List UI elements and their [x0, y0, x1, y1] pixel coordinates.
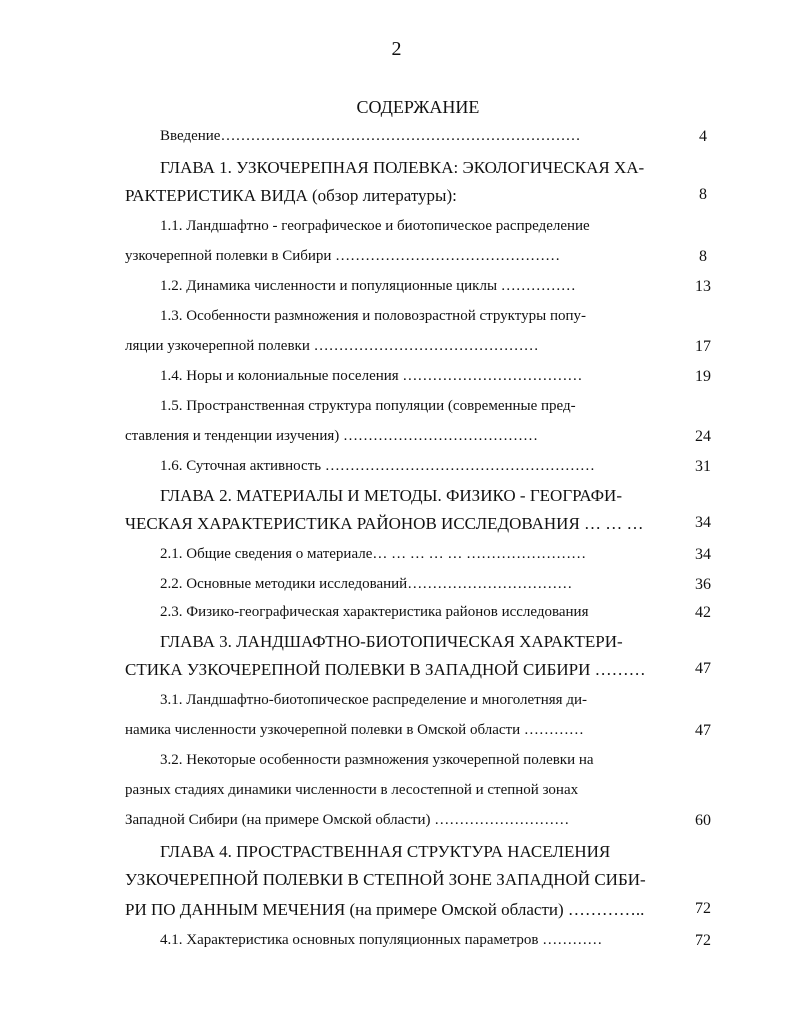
- toc-entry-line: Введение………………………………………………………………: [160, 128, 581, 144]
- toc-page-number: 8: [699, 186, 707, 203]
- toc-entry-line: 2.1. Общие сведения о материале… … … … … ……………………: [160, 546, 587, 562]
- chapter-heading-line: ГЛАВА 4. ПРОСТРАСТВЕННАЯ СТРУКТУРА НАСЕЛЕНИЯ: [160, 842, 611, 861]
- chapter-heading-line: СТИКА УЗКОЧЕРЕПНОЙ ПОЛЕВКИ В ЗАПАДНОЙ СИБИРИ ………: [125, 660, 646, 679]
- chapter-heading-line: УЗКОЧЕРЕПНОЙ ПОЛЕВКИ В СТЕПНОЙ ЗОНЕ ЗАПАДНОЙ СИБИ-: [125, 870, 646, 889]
- chapter-heading-line: ГЛАВА 3. ЛАНДШАФТНО-БИОТОПИЧЕСКАЯ ХАРАКТЕРИ-: [160, 632, 623, 651]
- toc-entry-line: 3.1. Ландшафтно-биотопическое распределение и многолетняя ди-: [160, 692, 587, 708]
- chapter-heading-line: РИ ПО ДАННЫМ МЕЧЕНИЯ (на примере Омской области) …………..: [125, 900, 645, 919]
- toc-entry-line: 1.6. Суточная активность ………………………………………………: [160, 458, 595, 474]
- toc-page-number: 4: [699, 128, 707, 145]
- toc-page-number: 24: [695, 428, 711, 445]
- chapter-heading-line: ГЛАВА 1. УЗКОЧЕРЕПНАЯ ПОЛЕВКА: ЭКОЛОГИЧЕСКАЯ ХА-: [160, 158, 645, 177]
- toc-page-number: 42: [695, 604, 711, 621]
- toc-entry-line: 1.1. Ландшафтно - географическое и биотопическое распределение: [160, 218, 590, 234]
- toc-title: СОДЕРЖАНИЕ: [356, 97, 480, 117]
- toc-page-number: 47: [695, 722, 711, 739]
- toc-entry-line: узкочерепной полевки в Сибири ………………………………………: [125, 248, 561, 264]
- toc-entry-line: 2.3. Физико-географическая характеристика районов исследования: [160, 604, 589, 620]
- toc-page-number: 36: [695, 576, 711, 593]
- toc-entry-line: 2.2. Основные методики исследований……………………………: [160, 576, 573, 592]
- toc-entry-line: 3.2. Некоторые особенности размножения узкочерепной полевки на: [160, 752, 594, 768]
- chapter-heading-line: РАКТЕРИСТИКА ВИДА (обзор литературы):: [125, 186, 457, 205]
- toc-page-number: 13: [695, 278, 711, 295]
- toc-page-number: 60: [695, 812, 711, 829]
- toc-page-number: 47: [695, 660, 711, 677]
- toc-entry-line: 1.3. Особенности размножения и половозрастной структуры попу-: [160, 308, 586, 324]
- chapter-heading-line: ЧЕСКАЯ ХАРАКТЕРИСТИКА РАЙОНОВ ИССЛЕДОВАНИЯ … … …: [125, 514, 644, 533]
- toc-entry-line: намика численности узкочерепной полевки в Омской области …………: [125, 722, 584, 738]
- toc-entry-line: 1.2. Динамика численности и популяционные циклы ……………: [160, 278, 576, 294]
- toc-entry-line: 1.5. Пространственная структура популяции (современные пред-: [160, 398, 576, 414]
- toc-entry-line: 1.4. Норы и колониальные поселения ………………………………: [160, 368, 583, 384]
- toc-page-number: 34: [695, 514, 711, 531]
- toc-page-number: 72: [695, 900, 711, 917]
- chapter-heading-line: ГЛАВА 2. МАТЕРИАЛЫ И МЕТОДЫ. ФИЗИКО - ГЕОГРАФИ-: [160, 486, 622, 505]
- toc-page-number: 17: [695, 338, 711, 355]
- toc-entry-line: Западной Сибири (на примере Омской области) ………………………: [125, 812, 570, 828]
- page-number: 2: [391, 38, 402, 60]
- toc-entry-line: 4.1. Характеристика основных популяционных параметров …………: [160, 932, 603, 948]
- toc-page-number: 34: [695, 546, 711, 563]
- toc-entry-line: разных стадиях динамики численности в лесостепной и степной зонах: [125, 782, 579, 798]
- toc-entry-line: ляции узкочерепной полевки ………………………………………: [125, 338, 539, 354]
- toc-page-number: 72: [695, 932, 711, 949]
- toc-page-number: 8: [699, 248, 707, 265]
- toc-page-number: 31: [695, 458, 711, 475]
- toc-entry-line: ставления и тенденции изучения) …………………………………: [125, 428, 538, 444]
- toc-page-number: 19: [695, 368, 711, 385]
